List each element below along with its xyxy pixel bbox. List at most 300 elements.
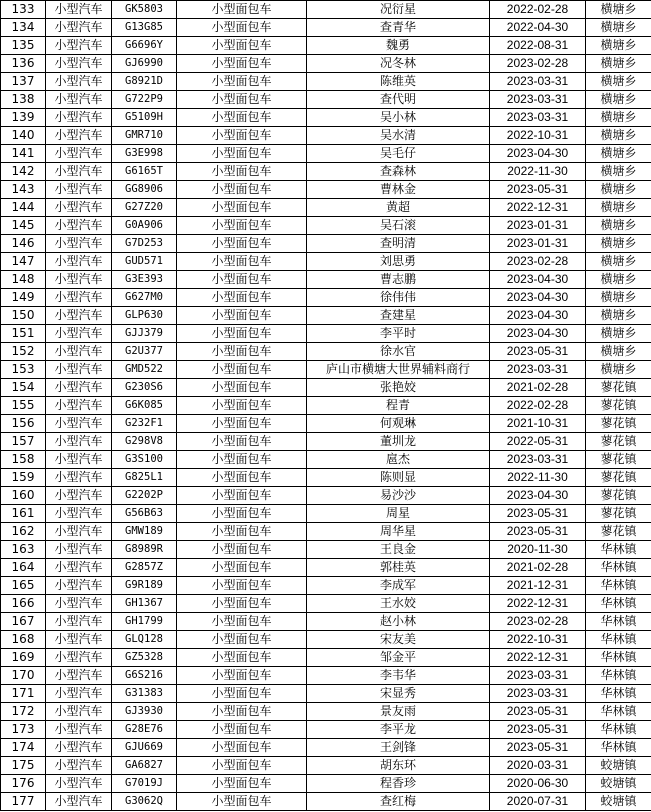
vehicle-type-cell: 小型汽车 xyxy=(46,685,112,703)
row-number-cell: 156 xyxy=(1,415,46,433)
town-cell: 横塘乡 xyxy=(586,325,651,343)
table-row xyxy=(1,541,651,559)
row-number-cell: 148 xyxy=(1,271,46,289)
vehicle-model-cell: 小型面包车 xyxy=(177,343,307,361)
row-number-cell: 138 xyxy=(1,91,46,109)
vehicle-model-cell: 小型面包车 xyxy=(177,451,307,469)
plate-number-cell: GH1367 xyxy=(112,595,177,613)
town-cell: 华林镇 xyxy=(586,613,651,631)
vehicle-type-cell: 小型汽车 xyxy=(46,397,112,415)
table-row xyxy=(1,91,651,109)
date-cell: 2023-04-30 xyxy=(490,289,586,307)
town-cell: 横塘乡 xyxy=(586,253,651,271)
vehicle-model-cell: 小型面包车 xyxy=(177,379,307,397)
vehicle-model-cell: 小型面包车 xyxy=(177,667,307,685)
vehicle-type-cell: 小型汽车 xyxy=(46,559,112,577)
owner-name-cell: 易沙沙 xyxy=(307,487,490,505)
date-cell: 2022-12-31 xyxy=(490,595,586,613)
table-row xyxy=(1,343,651,361)
plate-number-cell: G3S100 xyxy=(112,451,177,469)
vehicle-type-cell: 小型汽车 xyxy=(46,649,112,667)
table-row xyxy=(1,109,651,127)
date-cell: 2021-02-28 xyxy=(490,559,586,577)
date-cell: 2023-02-28 xyxy=(490,55,586,73)
date-cell: 2023-04-30 xyxy=(490,307,586,325)
date-cell: 2023-05-31 xyxy=(490,181,586,199)
plate-number-cell: G3062Q xyxy=(112,793,177,811)
table-row xyxy=(1,631,651,649)
town-cell: 华林镇 xyxy=(586,541,651,559)
owner-name-cell: 邹金平 xyxy=(307,649,490,667)
table-row xyxy=(1,487,651,505)
vehicle-model-cell: 小型面包车 xyxy=(177,1,307,19)
vehicle-model-cell: 小型面包车 xyxy=(177,307,307,325)
vehicle-model-cell: 小型面包车 xyxy=(177,199,307,217)
vehicle-type-cell: 小型汽车 xyxy=(46,19,112,37)
owner-name-cell: 李平时 xyxy=(307,325,490,343)
vehicle-model-cell: 小型面包车 xyxy=(177,73,307,91)
vehicle-model-cell: 小型面包车 xyxy=(177,685,307,703)
vehicle-model-cell: 小型面包车 xyxy=(177,253,307,271)
plate-number-cell: G6696Y xyxy=(112,37,177,55)
vehicle-model-cell: 小型面包车 xyxy=(177,721,307,739)
vehicle-type-cell: 小型汽车 xyxy=(46,163,112,181)
vehicle-model-cell: 小型面包车 xyxy=(177,559,307,577)
row-number-cell: 141 xyxy=(1,145,46,163)
vehicle-model-cell: 小型面包车 xyxy=(177,289,307,307)
table-row xyxy=(1,793,651,811)
date-cell: 2021-10-31 xyxy=(490,415,586,433)
vehicle-type-cell: 小型汽车 xyxy=(46,703,112,721)
vehicle-type-cell: 小型汽车 xyxy=(46,739,112,757)
vehicle-model-cell: 小型面包车 xyxy=(177,523,307,541)
date-cell: 2021-12-31 xyxy=(490,577,586,595)
date-cell: 2022-04-30 xyxy=(490,19,586,37)
owner-name-cell: 查森林 xyxy=(307,163,490,181)
plate-number-cell: G6K085 xyxy=(112,397,177,415)
plate-number-cell: G232F1 xyxy=(112,415,177,433)
table-row xyxy=(1,217,651,235)
town-cell: 蓼花镇 xyxy=(586,451,651,469)
row-number-cell: 152 xyxy=(1,343,46,361)
vehicle-type-cell: 小型汽车 xyxy=(46,235,112,253)
vehicle-type-cell: 小型汽车 xyxy=(46,613,112,631)
town-cell: 华林镇 xyxy=(586,703,651,721)
table-row xyxy=(1,1,651,19)
owner-name-cell: 陈维英 xyxy=(307,73,490,91)
table-row xyxy=(1,397,651,415)
vehicle-model-cell: 小型面包车 xyxy=(177,361,307,379)
town-cell: 蓼花镇 xyxy=(586,505,651,523)
plate-number-cell: G3E393 xyxy=(112,271,177,289)
row-number-cell: 136 xyxy=(1,55,46,73)
vehicle-model-cell: 小型面包车 xyxy=(177,181,307,199)
town-cell: 蓼花镇 xyxy=(586,523,651,541)
town-cell: 横塘乡 xyxy=(586,19,651,37)
vehicle-type-cell: 小型汽车 xyxy=(46,415,112,433)
owner-name-cell: 张艳姣 xyxy=(307,379,490,397)
row-number-cell: 158 xyxy=(1,451,46,469)
table-row xyxy=(1,199,651,217)
town-cell: 蓼花镇 xyxy=(586,397,651,415)
town-cell: 蓼花镇 xyxy=(586,379,651,397)
table-row xyxy=(1,469,651,487)
vehicle-type-cell: 小型汽车 xyxy=(46,793,112,811)
plate-number-cell: G6S216 xyxy=(112,667,177,685)
table-row xyxy=(1,559,651,577)
owner-name-cell: 查建星 xyxy=(307,307,490,325)
row-number-cell: 149 xyxy=(1,289,46,307)
row-number-cell: 173 xyxy=(1,721,46,739)
table-row xyxy=(1,271,651,289)
row-number-cell: 168 xyxy=(1,631,46,649)
row-number-cell: 171 xyxy=(1,685,46,703)
row-number-cell: 145 xyxy=(1,217,46,235)
table-row xyxy=(1,55,651,73)
vehicle-model-cell: 小型面包车 xyxy=(177,649,307,667)
plate-number-cell: GG8906 xyxy=(112,181,177,199)
town-cell: 华林镇 xyxy=(586,631,651,649)
plate-number-cell: GJJ379 xyxy=(112,325,177,343)
town-cell: 蛟塘镇 xyxy=(586,757,651,775)
owner-name-cell: 黄超 xyxy=(307,199,490,217)
date-cell: 2023-05-31 xyxy=(490,505,586,523)
plate-number-cell: GJ6990 xyxy=(112,55,177,73)
vehicle-model-cell: 小型面包车 xyxy=(177,487,307,505)
owner-name-cell: 宋友美 xyxy=(307,631,490,649)
vehicle-type-cell: 小型汽车 xyxy=(46,631,112,649)
vehicle-model-cell: 小型面包车 xyxy=(177,325,307,343)
town-cell: 横塘乡 xyxy=(586,1,651,19)
table-row xyxy=(1,289,651,307)
owner-name-cell: 扈杰 xyxy=(307,451,490,469)
vehicle-model-cell: 小型面包车 xyxy=(177,19,307,37)
row-number-cell: 165 xyxy=(1,577,46,595)
town-cell: 横塘乡 xyxy=(586,163,651,181)
table-row xyxy=(1,73,651,91)
vehicle-model-cell: 小型面包车 xyxy=(177,217,307,235)
owner-name-cell: 查红梅 xyxy=(307,793,490,811)
plate-number-cell: G0A906 xyxy=(112,217,177,235)
plate-number-cell: GH1799 xyxy=(112,613,177,631)
vehicle-model-cell: 小型面包车 xyxy=(177,145,307,163)
row-number-cell: 146 xyxy=(1,235,46,253)
plate-number-cell: GUD571 xyxy=(112,253,177,271)
row-number-cell: 170 xyxy=(1,667,46,685)
vehicle-type-cell: 小型汽车 xyxy=(46,505,112,523)
vehicle-model-cell: 小型面包车 xyxy=(177,505,307,523)
owner-name-cell: 吴小林 xyxy=(307,109,490,127)
owner-name-cell: 陈则显 xyxy=(307,469,490,487)
plate-number-cell: G825L1 xyxy=(112,469,177,487)
vehicle-type-cell: 小型汽车 xyxy=(46,541,112,559)
vehicle-type-cell: 小型汽车 xyxy=(46,271,112,289)
owner-name-cell: 查代明 xyxy=(307,91,490,109)
date-cell: 2022-05-31 xyxy=(490,433,586,451)
vehicle-model-cell: 小型面包车 xyxy=(177,541,307,559)
table-row xyxy=(1,649,651,667)
vehicle-model-cell: 小型面包车 xyxy=(177,163,307,181)
vehicle-model-cell: 小型面包车 xyxy=(177,433,307,451)
plate-number-cell: GZ5328 xyxy=(112,649,177,667)
town-cell: 蛟塘镇 xyxy=(586,775,651,793)
vehicle-type-cell: 小型汽车 xyxy=(46,325,112,343)
owner-name-cell: 李成军 xyxy=(307,577,490,595)
date-cell: 2023-02-28 xyxy=(490,613,586,631)
town-cell: 横塘乡 xyxy=(586,289,651,307)
row-number-cell: 133 xyxy=(1,1,46,19)
vehicle-model-cell: 小型面包车 xyxy=(177,703,307,721)
owner-name-cell: 曹志鹏 xyxy=(307,271,490,289)
plate-number-cell: GJ3930 xyxy=(112,703,177,721)
town-cell: 横塘乡 xyxy=(586,181,651,199)
row-number-cell: 163 xyxy=(1,541,46,559)
vehicle-type-cell: 小型汽车 xyxy=(46,307,112,325)
vehicle-model-cell: 小型面包车 xyxy=(177,55,307,73)
vehicle-model-cell: 小型面包车 xyxy=(177,757,307,775)
vehicle-model-cell: 小型面包车 xyxy=(177,595,307,613)
vehicle-type-cell: 小型汽车 xyxy=(46,253,112,271)
town-cell: 华林镇 xyxy=(586,739,651,757)
date-cell: 2022-02-28 xyxy=(490,1,586,19)
row-number-cell: 144 xyxy=(1,199,46,217)
table-row xyxy=(1,181,651,199)
owner-name-cell: 王剑锋 xyxy=(307,739,490,757)
owner-name-cell: 李韦华 xyxy=(307,667,490,685)
owner-name-cell: 郭桂英 xyxy=(307,559,490,577)
row-number-cell: 142 xyxy=(1,163,46,181)
vehicle-type-cell: 小型汽车 xyxy=(46,343,112,361)
town-cell: 华林镇 xyxy=(586,595,651,613)
date-cell: 2022-12-31 xyxy=(490,649,586,667)
date-cell: 2023-03-31 xyxy=(490,73,586,91)
table-row xyxy=(1,757,651,775)
date-cell: 2023-01-31 xyxy=(490,235,586,253)
vehicle-type-cell: 小型汽车 xyxy=(46,361,112,379)
date-cell: 2023-05-31 xyxy=(490,523,586,541)
date-cell: 2023-03-31 xyxy=(490,451,586,469)
town-cell: 横塘乡 xyxy=(586,361,651,379)
vehicle-type-cell: 小型汽车 xyxy=(46,73,112,91)
owner-name-cell: 况冬林 xyxy=(307,55,490,73)
date-cell: 2020-06-30 xyxy=(490,775,586,793)
table-row xyxy=(1,613,651,631)
plate-number-cell: GA6827 xyxy=(112,757,177,775)
date-cell: 2020-03-31 xyxy=(490,757,586,775)
table-row xyxy=(1,505,651,523)
owner-name-cell: 程香珍 xyxy=(307,775,490,793)
plate-number-cell: G56B63 xyxy=(112,505,177,523)
date-cell: 2022-10-31 xyxy=(490,631,586,649)
town-cell: 蛟塘镇 xyxy=(586,793,651,811)
row-number-cell: 147 xyxy=(1,253,46,271)
date-cell: 2023-02-28 xyxy=(490,253,586,271)
table-row xyxy=(1,307,651,325)
vehicle-type-cell: 小型汽车 xyxy=(46,667,112,685)
town-cell: 华林镇 xyxy=(586,649,651,667)
plate-number-cell: G298V8 xyxy=(112,433,177,451)
vehicle-model-cell: 小型面包车 xyxy=(177,271,307,289)
date-cell: 2022-11-30 xyxy=(490,163,586,181)
owner-name-cell: 周星 xyxy=(307,505,490,523)
plate-number-cell: GMR710 xyxy=(112,127,177,145)
vehicle-model-cell: 小型面包车 xyxy=(177,577,307,595)
date-cell: 2022-02-28 xyxy=(490,397,586,415)
plate-number-cell: GMW189 xyxy=(112,523,177,541)
vehicle-model-cell: 小型面包车 xyxy=(177,613,307,631)
table-row xyxy=(1,415,651,433)
row-number-cell: 155 xyxy=(1,397,46,415)
owner-name-cell: 王良金 xyxy=(307,541,490,559)
town-cell: 蓼花镇 xyxy=(586,433,651,451)
plate-number-cell: GLQ128 xyxy=(112,631,177,649)
plate-number-cell: GMD522 xyxy=(112,361,177,379)
row-number-cell: 140 xyxy=(1,127,46,145)
vehicle-type-cell: 小型汽车 xyxy=(46,577,112,595)
town-cell: 华林镇 xyxy=(586,559,651,577)
plate-number-cell: G7019J xyxy=(112,775,177,793)
row-number-cell: 175 xyxy=(1,757,46,775)
town-cell: 华林镇 xyxy=(586,577,651,595)
table-row xyxy=(1,19,651,37)
date-cell: 2022-10-31 xyxy=(490,127,586,145)
row-number-cell: 169 xyxy=(1,649,46,667)
row-number-cell: 161 xyxy=(1,505,46,523)
owner-name-cell: 魏勇 xyxy=(307,37,490,55)
row-number-cell: 139 xyxy=(1,109,46,127)
vehicle-model-cell: 小型面包车 xyxy=(177,775,307,793)
plate-number-cell: G9R189 xyxy=(112,577,177,595)
row-number-cell: 176 xyxy=(1,775,46,793)
vehicle-type-cell: 小型汽车 xyxy=(46,595,112,613)
vehicle-model-cell: 小型面包车 xyxy=(177,235,307,253)
owner-name-cell: 查青华 xyxy=(307,19,490,37)
vehicle-model-cell: 小型面包车 xyxy=(177,37,307,55)
date-cell: 2023-04-30 xyxy=(490,325,586,343)
owner-name-cell: 李平龙 xyxy=(307,721,490,739)
row-number-cell: 157 xyxy=(1,433,46,451)
table-row xyxy=(1,451,651,469)
date-cell: 2023-03-31 xyxy=(490,361,586,379)
table-row xyxy=(1,379,651,397)
vehicle-type-cell: 小型汽车 xyxy=(46,775,112,793)
town-cell: 横塘乡 xyxy=(586,73,651,91)
owner-name-cell: 徐伟伟 xyxy=(307,289,490,307)
date-cell: 2023-04-30 xyxy=(490,487,586,505)
plate-number-cell: GK5803 xyxy=(112,1,177,19)
table-row xyxy=(1,703,651,721)
row-number-cell: 162 xyxy=(1,523,46,541)
plate-number-cell: G8921D xyxy=(112,73,177,91)
plate-number-cell: G2857Z xyxy=(112,559,177,577)
table-row xyxy=(1,523,651,541)
table-row xyxy=(1,721,651,739)
date-cell: 2023-05-31 xyxy=(490,721,586,739)
vehicle-type-cell: 小型汽车 xyxy=(46,91,112,109)
town-cell: 华林镇 xyxy=(586,721,651,739)
row-number-cell: 135 xyxy=(1,37,46,55)
owner-name-cell: 庐山市横塘大世界辅料商行 xyxy=(307,361,490,379)
vehicle-model-cell: 小型面包车 xyxy=(177,109,307,127)
vehicle-model-cell: 小型面包车 xyxy=(177,631,307,649)
vehicle-model-cell: 小型面包车 xyxy=(177,415,307,433)
row-number-cell: 167 xyxy=(1,613,46,631)
town-cell: 横塘乡 xyxy=(586,127,651,145)
table-row xyxy=(1,433,651,451)
date-cell: 2023-05-31 xyxy=(490,703,586,721)
plate-number-cell: G27Z20 xyxy=(112,199,177,217)
owner-name-cell: 胡东环 xyxy=(307,757,490,775)
plate-number-cell: G722P9 xyxy=(112,91,177,109)
plate-number-cell: G31383 xyxy=(112,685,177,703)
town-cell: 横塘乡 xyxy=(586,145,651,163)
date-cell: 2023-05-31 xyxy=(490,343,586,361)
date-cell: 2023-03-31 xyxy=(490,109,586,127)
date-cell: 2023-05-31 xyxy=(490,739,586,757)
plate-number-cell: G13G85 xyxy=(112,19,177,37)
date-cell: 2023-01-31 xyxy=(490,217,586,235)
table-row xyxy=(1,163,651,181)
town-cell: 横塘乡 xyxy=(586,199,651,217)
row-number-cell: 177 xyxy=(1,793,46,811)
date-cell: 2022-12-31 xyxy=(490,199,586,217)
vehicle-type-cell: 小型汽车 xyxy=(46,757,112,775)
owner-name-cell: 吴毛仔 xyxy=(307,145,490,163)
table-row xyxy=(1,37,651,55)
town-cell: 蓼花镇 xyxy=(586,487,651,505)
row-number-cell: 166 xyxy=(1,595,46,613)
vehicle-model-cell: 小型面包车 xyxy=(177,739,307,757)
owner-name-cell: 王水姣 xyxy=(307,595,490,613)
table-row xyxy=(1,145,651,163)
owner-name-cell: 况衍星 xyxy=(307,1,490,19)
owner-name-cell: 曹林金 xyxy=(307,181,490,199)
plate-number-cell: G28E76 xyxy=(112,721,177,739)
row-number-cell: 153 xyxy=(1,361,46,379)
table-body xyxy=(1,1,651,811)
vehicle-type-cell: 小型汽车 xyxy=(46,433,112,451)
row-number-cell: 160 xyxy=(1,487,46,505)
vehicle-type-cell: 小型汽车 xyxy=(46,55,112,73)
vehicle-type-cell: 小型汽车 xyxy=(46,469,112,487)
town-cell: 横塘乡 xyxy=(586,343,651,361)
row-number-cell: 159 xyxy=(1,469,46,487)
vehicle-type-cell: 小型汽车 xyxy=(46,379,112,397)
owner-name-cell: 刘思勇 xyxy=(307,253,490,271)
owner-name-cell: 景友雨 xyxy=(307,703,490,721)
table-row xyxy=(1,775,651,793)
town-cell: 横塘乡 xyxy=(586,109,651,127)
plate-number-cell: G5109H xyxy=(112,109,177,127)
row-number-cell: 172 xyxy=(1,703,46,721)
plate-number-cell: G230S6 xyxy=(112,379,177,397)
plate-number-cell: G7D253 xyxy=(112,235,177,253)
table-row xyxy=(1,325,651,343)
town-cell: 横塘乡 xyxy=(586,235,651,253)
vehicle-model-cell: 小型面包车 xyxy=(177,91,307,109)
vehicle-model-cell: 小型面包车 xyxy=(177,127,307,145)
plate-number-cell: G627M0 xyxy=(112,289,177,307)
town-cell: 横塘乡 xyxy=(586,37,651,55)
vehicle-type-cell: 小型汽车 xyxy=(46,37,112,55)
table-row xyxy=(1,361,651,379)
town-cell: 横塘乡 xyxy=(586,91,651,109)
vehicle-type-cell: 小型汽车 xyxy=(46,181,112,199)
row-number-cell: 134 xyxy=(1,19,46,37)
vehicle-type-cell: 小型汽车 xyxy=(46,199,112,217)
owner-name-cell: 查明清 xyxy=(307,235,490,253)
row-number-cell: 137 xyxy=(1,73,46,91)
